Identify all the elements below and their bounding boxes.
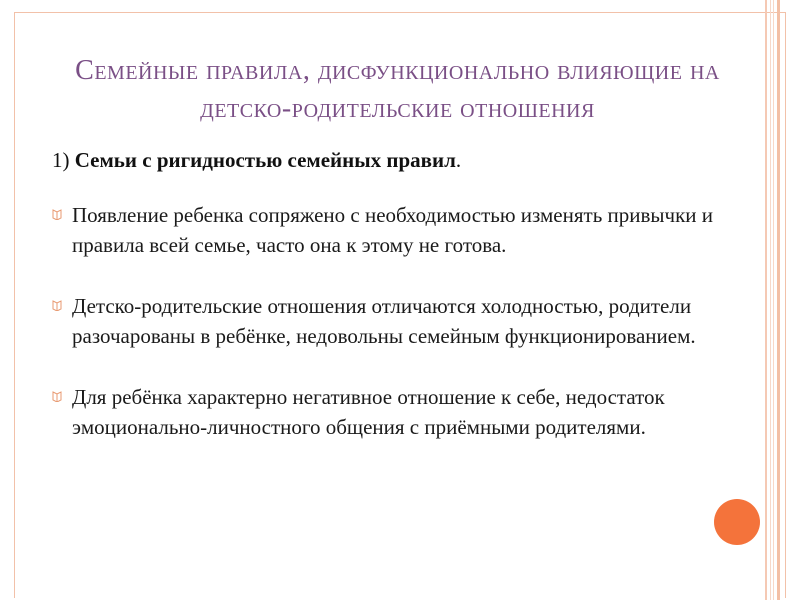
bullet-text: Появление ребенка сопряжено с необходимостью изменять привычки и правила всей семье, часто она к этому не готова. (72, 203, 714, 257)
open-book-icon (52, 390, 62, 402)
heading-end: . (455, 148, 462, 172)
section-heading (52, 146, 752, 174)
heading-text: Семьи с ригидностью семейных правил (74, 148, 456, 172)
title-line-1: Семейные правила, дисфункционально влияющие на (75, 55, 720, 86)
slide-title (40, 52, 755, 128)
bullet-item (52, 291, 760, 351)
bullet-text: Для ребёнка характерно негативное отношение к себе, недостаток эмоционально-личностного общения с приёмными родителями. (72, 385, 665, 439)
title-line-2: детско-родительские отношения (200, 93, 595, 124)
bullet-text: Детско-родительские отношения отличаются холодностью, родители разочарованы в ребёнке, недовольны семейным функционированием. (72, 294, 696, 348)
decorative-stripes (765, 0, 785, 600)
decorative-circle (714, 499, 760, 545)
heading-number: 1) (52, 148, 75, 172)
bullet-list (52, 200, 760, 473)
bullet-item (52, 382, 760, 442)
bullet-item (52, 200, 760, 260)
open-book-icon (52, 208, 62, 220)
open-book-icon (52, 299, 62, 311)
